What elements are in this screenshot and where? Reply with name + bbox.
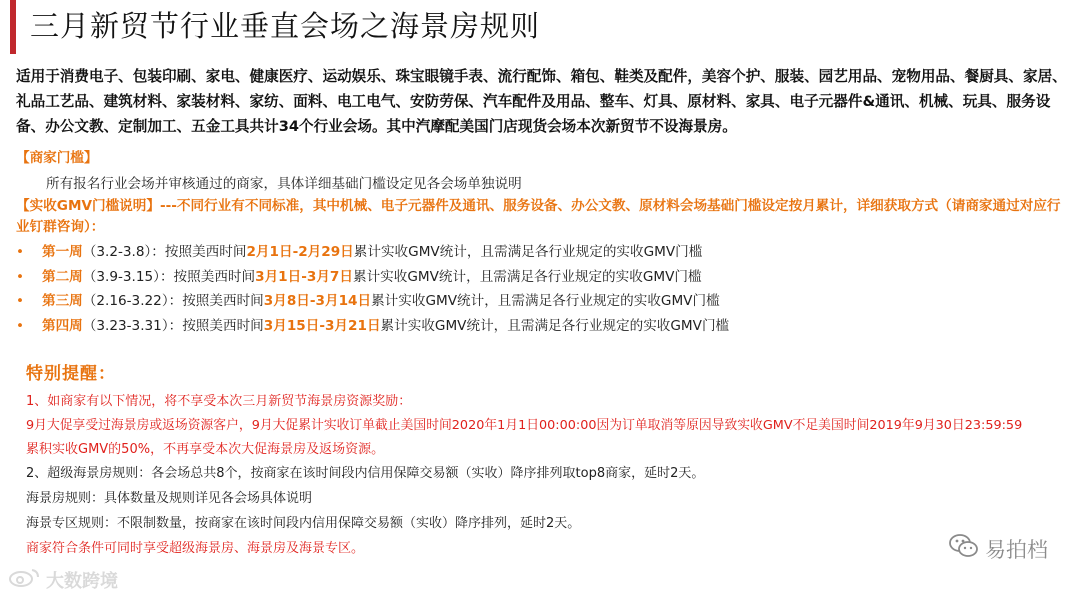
week-name: 第三周 [42,293,83,309]
special-reminder-title: 特别提醒： [26,364,116,384]
title-accent-bar [10,0,16,54]
merchant-threshold-body: 所有报名行业会场并审核通过的商家，具体详细基础门槛设定见各会场单独说明 [46,176,522,192]
intro-paragraph: 适用于消费电子、包装印刷、家电、健康医疗、运动娱乐、珠宝眼镜手表、流行配饰、箱包、鞋类及配件，美容个护、服装、园艺用品、宠物用品、餐厨具、家居、礼品工艺品、建筑材料、家装材料、家纺、面料、电工电气、安防劳保、汽车配件及用品、整车、灯具、原材料、家具、电子元器件&通讯、机械、玩具、服务设备、办公文教、定制加工、五金工具共计34个行业会场。其中汽摩配美国门店现货会场本次新贸节不设海景房。 [16,68,1067,135]
week-name: 第一周 [42,244,83,260]
watermark-brand-text: 易拍档 [985,537,1048,562]
week-period: 3月1日-3月7日 [255,268,353,285]
wechat-icon [949,533,979,564]
weibo-icon [8,566,42,593]
list-item [16,316,916,341]
week-range: （3.2-3.8）：按照美西时间 [82,244,247,260]
seaview-rule: 海景房规则：具体数量及规则详见各会场具体说明 [26,491,313,506]
week-period: 3月8日-3月14日 [263,293,372,309]
week-rule: 累计实收GMV统计，且需满足各行业规定的实收GMV门槛 [352,268,702,285]
week-period: 3月15日-3月21日 [263,317,381,334]
week-range: （2.16-3.22）：按照美西时间 [82,293,264,309]
gmv-threshold-heading: 【实收GMV门槛说明】---不同行业有不同标准，其中机械、电子元器件及通讯、服务设备、办公文教、原材料会场基础门槛设定按月累计，详细获取方式（请商家通过对应行业钉群咨询）： [16,198,1061,235]
week-list [16,242,916,340]
super-seaview-rule: 2、超级海景房规则：各会场总共8个，按商家在该时间段内信用保障交易额（实收）降序排列取top8商家，延时2天。 [26,466,705,481]
reminder-line-2: 9月大促享受过海景房或返场资源客户，9月大促累计实收订单截止美国时间2020年1月1日00:00:00因为订单取消等原因导致实收GMV不足美国时间2019年9月30日23:59:59 [26,418,1023,433]
bullet-icon: • [16,268,25,285]
week-rule: 累计实收GMV统计，且需满足各行业规定的实收GMV门槛 [380,317,730,334]
week-rule: 累计实收GMV统计，且需满足各行业规定的实收GMV门槛 [371,293,720,309]
list-item [16,242,916,267]
page-title: 三月新贸节行业垂直会场之海景房规则 [30,9,541,43]
merchant-threshold-heading: 【商家门槛】 [16,150,98,166]
watermark-source-text: 大数跨境 [46,570,118,592]
list-item [16,267,916,292]
combined-eligibility-note: 商家符合条件可同时享受超级海景房、海景房及海景专区。 [26,541,365,556]
week-range: （3.23-3.31）：按照美西时间 [82,317,264,334]
week-name: 第四周 [42,317,83,334]
list-item [16,291,916,316]
week-name: 第二周 [42,268,83,285]
watermark-source [8,566,118,593]
watermark-brand [949,533,1048,564]
bullet-icon: • [16,293,25,309]
week-rule: 累计实收GMV统计，且需满足各行业规定的实收GMV门槛 [353,244,703,260]
reminder-line-1: 1、如商家有以下情况，将不享受本次三月新贸节海景房资源奖励： [26,394,412,409]
bullet-icon: • [16,317,25,334]
bullet-icon: • [16,244,25,260]
week-period: 2月1日-2月29日 [246,244,354,260]
week-range: （3.9-3.15）：按照美西时间 [82,268,256,285]
reminder-line-3: 累积实收GMV的50%，不再享受本次大促海景房及返场资源。 [26,442,385,457]
seaview-zone-rule: 海景专区规则：不限制数量，按商家在该时间段内信用保障交易额（实收）降序排列，延时2天。 [26,516,581,531]
